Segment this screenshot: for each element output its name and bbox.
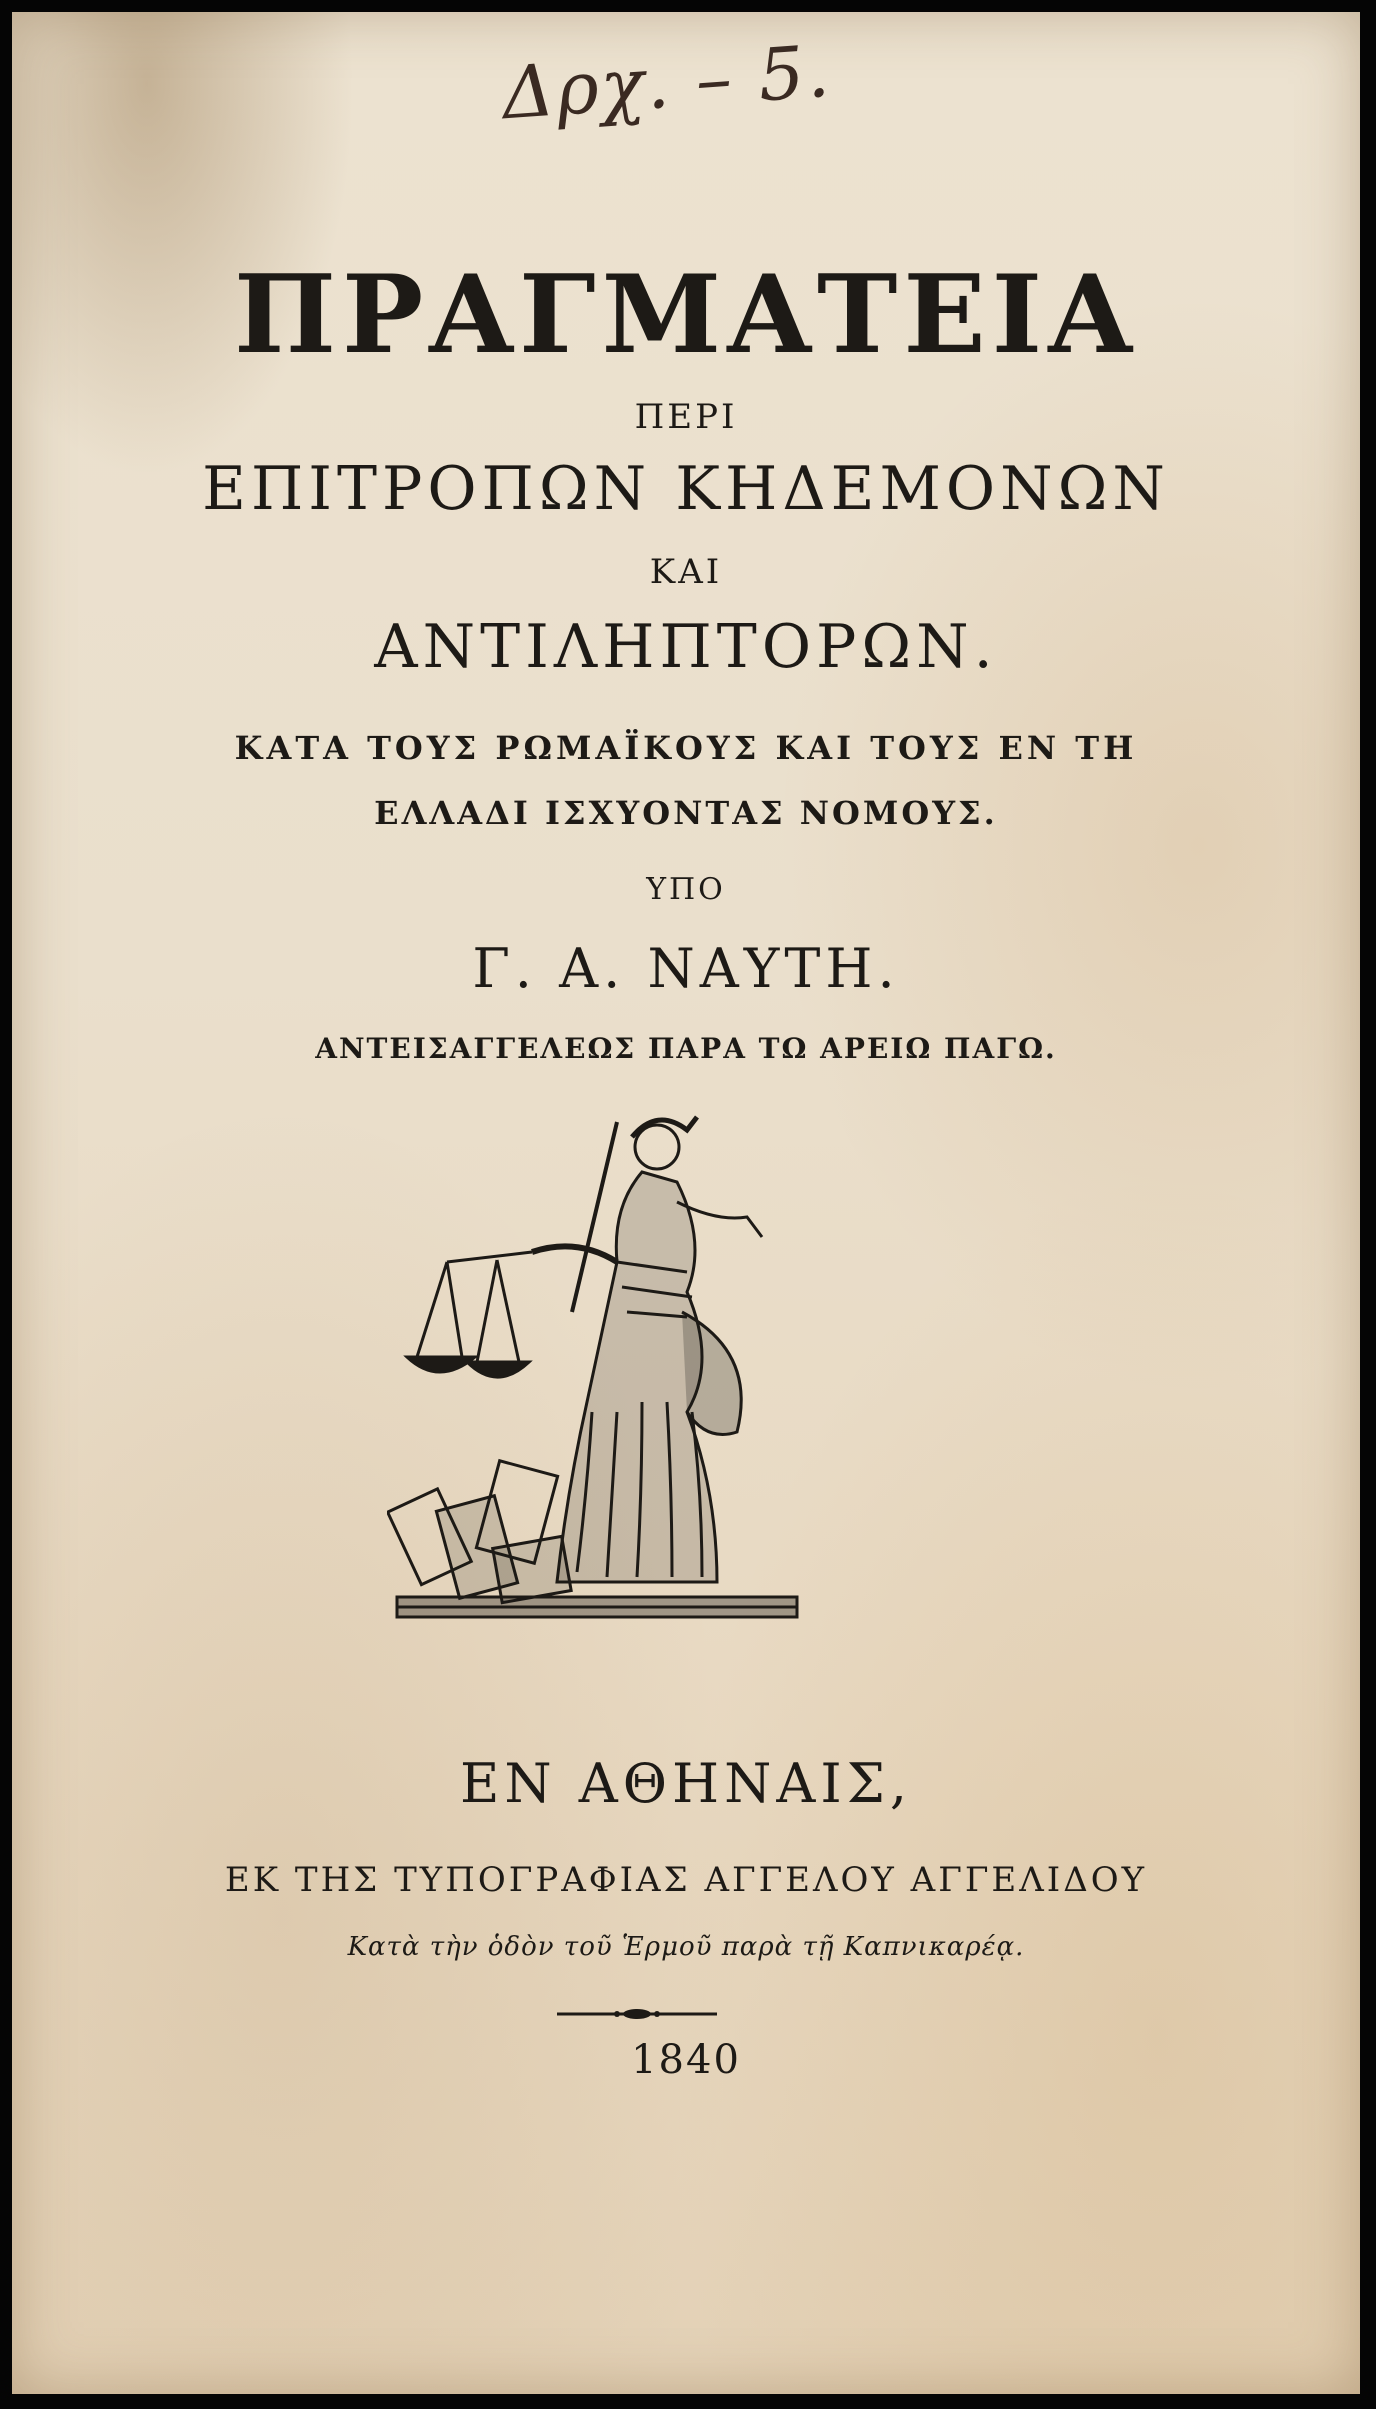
divider-ornament-icon [557,2007,717,2021]
title-page [12,12,1360,2394]
subtitle-line-curators: ΑΝΤΙΛΗΠΤΟΡΩΝ. [374,612,998,682]
author-name: Γ. Α. ΝΑΥΤΗ. [472,937,900,1000]
subtitle-line-kai: ΚΑΙ [649,552,723,592]
imprint-place: ΕΝ ΑΘΗΝΑΙΣ, [459,1752,913,1815]
lady-justice-woodcut-icon [387,1112,827,1712]
author-title: ΑΝΤΕΙΣΑΓΓΕΛΕΩΣ ΠΑΡΑ ΤΩ ΑΡΕΙΩ ΠΑΓΩ. [315,1032,1057,1065]
book-title: ΠΡΑΓΜΑΤΕΙΑ [233,252,1138,378]
subtitle-line-peri: ΠΕΡΙ [634,397,738,437]
subtitle-line-laws-1: ΚΑΤΑ ΤΟΥΣ ΡΩΜΑΪΚΟΥΣ ΚΑΙ ΤΟΥΣ ΕΝ ΤΗ [234,729,1138,767]
subtitle-line-guardians: ΕΠΙΤΡΟΠΩΝ ΚΗΔΕΜΟΝΩΝ [202,454,1170,524]
subtitle-line-laws-2: ΕΛΛΑΔΙ ΙΣΧΥΟΝΤΑΣ ΝΟΜΟΥΣ. [374,794,998,832]
imprint-printer: ΕΚ ΤΗΣ ΤΥΠΟΓΡΑΦΙΑΣ ΑΓΓΕΛΟΥ ΑΓΓΕΛΙΔΟΥ [224,1860,1148,1900]
imprint-address: Κατὰ τὴν ὁδὸν τοῦ Ἑρμοῦ παρὰ τῇ Καπνικαρέᾳ. [347,1932,1025,1962]
publication-year: 1840 [631,2037,741,2083]
byline-label: ΥΠΟ [646,872,726,907]
handwritten-price-note: Δρχ. – 5. [499,28,834,136]
